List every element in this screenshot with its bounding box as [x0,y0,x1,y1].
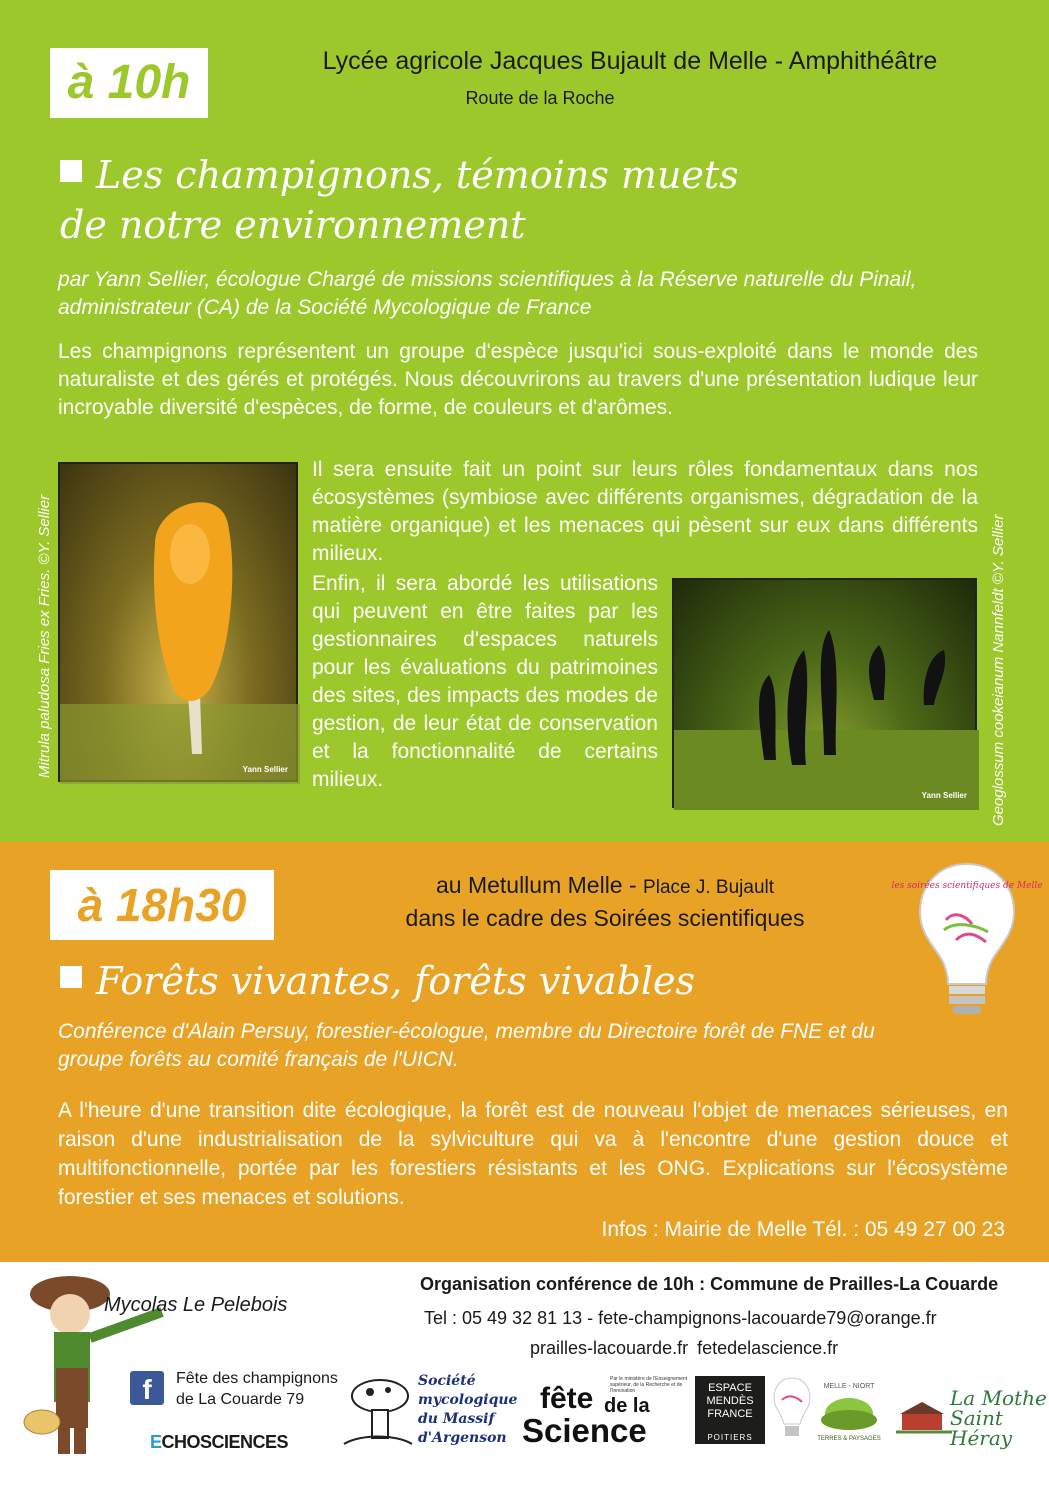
terres-line2: TERRES & PAYSAGES [817,1436,881,1442]
talk2-paragraph: A l'heure d'une transition dite écologique, la forêt est de nouveau l'objet de menaces sérieuses, en raison d'une industrialisation de la sylviculture qui va à l'encontre d'une gestion douce et multifonctionnelle, portée par les forestiers résistants et les ONG. Explications sur l'écosystème forestier et ses menaces et solutions. [58,1099,1008,1209]
terres-et-paysages-logo [814,1378,884,1448]
sm-line1: Société [418,1373,476,1389]
bulb-logo-text: les soirées scientifiques de Melle [891,881,1043,891]
societe-mycologique-mushroom-logo [340,1374,416,1454]
emf-line3: FRANCE [707,1408,753,1420]
facebook-page-label [176,1368,338,1410]
infos-contact: Infos : Mairie de Melle Tél. : 05 49 27 00 23 [601,1218,1005,1241]
photo-geoglossum [672,578,977,808]
talk1-title-line1: Les champignons, témoins muets [96,153,739,197]
photo2-caption: Geoglossum cookeianum Nannfeldt ©Y. Sellier [990,514,1007,826]
sm-line4: d'Argenson [418,1430,507,1446]
facebook-label-line1: Fête des champignons [176,1370,338,1387]
emf-line1: ESPACE [708,1382,752,1394]
talk1-title [60,150,820,250]
sm-line3: du Massif [418,1411,495,1427]
talk2-title [60,956,920,1006]
location-subtitle: Route de la Roche [465,88,615,108]
emf-line2: MENDÈS [706,1395,754,1407]
fds-ministry-text: Par le ministère de l'Enseignement supérieur, de la Recherche et de l'Innovation [610,1376,688,1394]
terres-line1: MELLE - NIORT [823,1383,875,1390]
organisation-line: Organisation conférence de 10h : Commune de Prailles-La Couarde [420,1274,999,1294]
mothe-line2: Saint Héray [950,1406,1013,1450]
talk1-paragraph-2: Il sera ensuite fait un point sur leurs rôles fondamentaux dans nos écosystèmes (symbiose avec différents organismes, dégradation de la matière organique) et les menaces qui pèsent sur eux dans différents milieux. [312,458,978,565]
photo-mitrula [58,462,298,782]
facebook-icon[interactable]: f [130,1371,164,1405]
facebook-label-line2: de La Couarde 79 [176,1391,305,1408]
fds-fete: fête [540,1382,594,1415]
sm-line2: mycologique [418,1392,518,1408]
echosciences-logo-e: E [150,1432,162,1452]
evening-location-sub: dans le cadre des Soirées scientifiques [405,905,805,931]
talk1-byline: par Yann Sellier, écologue Chargé de missions scientifiques à la Réserve naturelle du Pinail, administrateur (CA) de la Société Mycologique de France [58,268,917,319]
emf-line4: POITIERS [707,1433,753,1442]
espace-mendes-france-logo [695,1376,765,1444]
photo1-credit: Yann Sellier [242,765,288,774]
talk1-title-line2: de notre environnement [60,203,526,247]
echosciences-logo [150,1432,288,1453]
black-earth-tongue-illustration [674,580,979,810]
evening-location [300,870,910,933]
photo2-credit: Yann Sellier [921,791,967,800]
photo1-caption: Mitrula paludosa Fries ex Fries. ©Y. Sellier [36,494,53,778]
evening-location-main: au Metullum Melle - [435,872,644,898]
square-bullet-icon [60,966,82,988]
talk2-title-text: Forêts vivantes, forêts vivables [96,959,695,1003]
time-badge-18h30: à 18h30 [50,870,274,940]
mascot-name: Mycolas Le Pelebois [104,1294,288,1316]
talk2-byline: Conférence d'Alain Persuy, forestier-écologue, membre du Directoire forêt de FNE et du groupe forêts au comité français de l'UICN. [58,1020,875,1071]
talk1-paragraph-1: Les champignons représentent un groupe d'espèce jusqu'ici sous-exploité dans le monde des naturaliste et des gérés et protégés. Nous découvrirons au travers d'une présentation ludique leur incroyable diversité d'espèces, de forme, de couleurs et d'arômes. [58,340,978,419]
location-title: Lycée agricole Jacques Bujault de Melle - Amphithéâtre [322,47,938,75]
mothe-saint-heray-building-icon [896,1396,952,1436]
societe-mycologique-name [418,1372,517,1448]
echosciences-logo-rest: CHOSCIENCES [161,1432,289,1452]
talk1-paragraph-3: Enfin, il sera abordé les utilisations qui peuvent en être faites par les gestionnaires d'espaces naturels pour les évaluations du patrimoines des sites, des impacts des modes de gestion, de leur état de conservation et la fonctionnalité de certains milieux. [312,572,658,791]
fds-dela: de la [604,1395,650,1417]
contact-line: Tel : 05 49 32 81 13 - fete-champignons-lacouarde79@orange.fr [424,1308,937,1328]
soirees-scientifiques-bulb-logo [891,860,1043,1020]
square-bullet-icon [60,160,82,182]
evening-location-place: Place J. Bujault [643,877,775,898]
fds-science: Science [522,1412,647,1449]
mushroom-orange-illustration [60,464,300,784]
mothe-line1: La Mothe [950,1386,1047,1410]
la-mothe-saint-heray-logo [950,1388,1049,1448]
websites-line: prailles-lacouarde.fr fetedelascience.fr [530,1338,839,1358]
time-badge-10h: à 10h [50,48,208,118]
soirees-bulb-small-logo [772,1374,812,1446]
